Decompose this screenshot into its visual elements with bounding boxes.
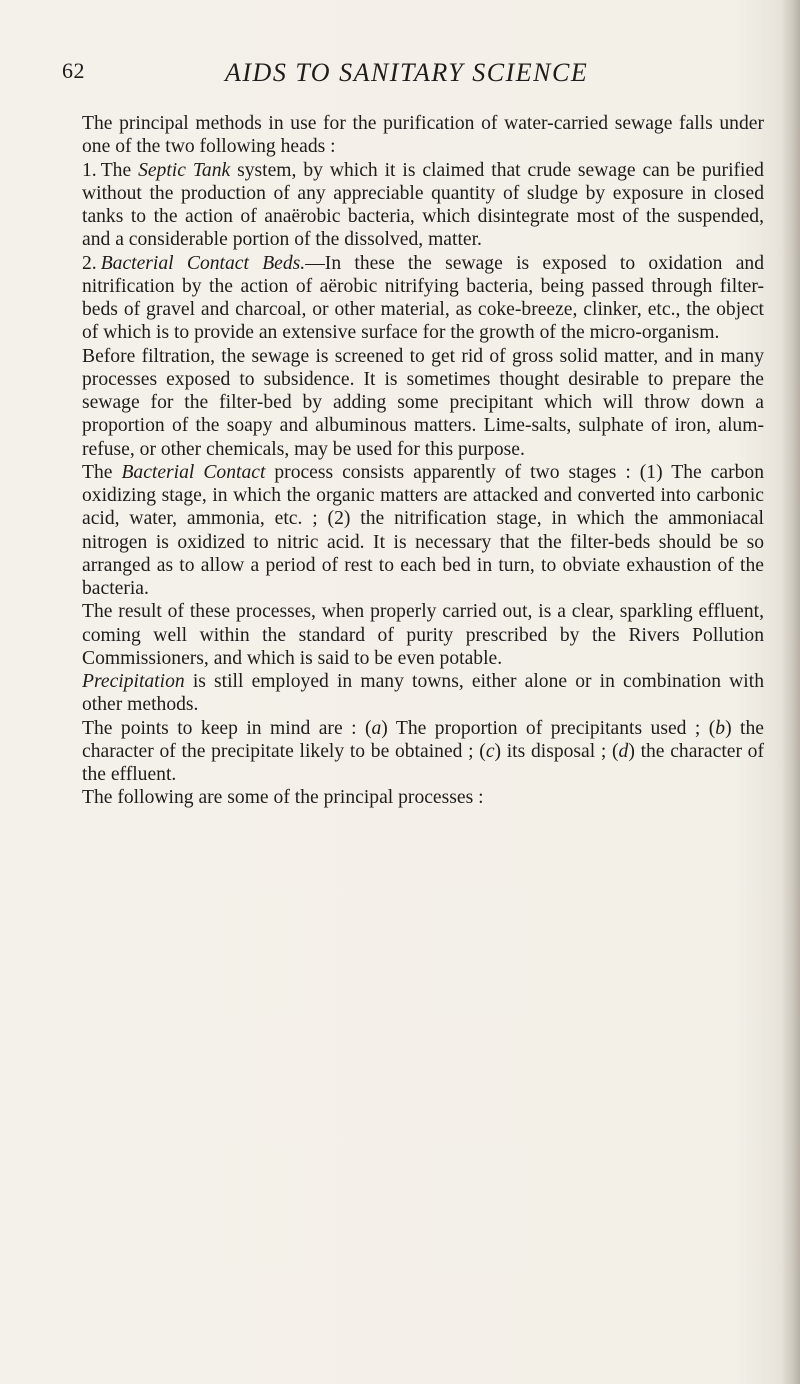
paragraph-text: The (100, 159, 139, 181)
list-number: 1. (82, 159, 97, 181)
list-number: 2. (82, 252, 97, 274)
italic-letter: a (371, 717, 382, 739)
paragraph-text: ) its disposal ; ( (494, 740, 619, 762)
italic-letter: b (715, 717, 726, 739)
paragraph-intro (82, 112, 764, 159)
paragraph-text: The result of these processes, when properly carried out, is a clear, sparkling effluent, coming well within the standard of purity prescribed by the Rivers Pollution Commissioners, and which is said to be even potable. (82, 601, 764, 669)
body-text (82, 112, 764, 810)
paragraph-points (82, 717, 764, 787)
paragraph-text: Before filtration, the sewage is screened to get rid of gross solid matter, and in many processes exposed to subsidence. It is sometimes thought desirable to prepare the sewage for the filter-bed by adding some precipitant which will throw down a proportion of the soapy and albuminous matters. Lime-salts, sulphate of iron, alum-refuse, or other chemicals, may be used for this purpose. (82, 345, 764, 460)
page-number: 62 (62, 58, 85, 83)
paragraph-text: ) The proportion of precipitants used ; ( (381, 717, 716, 739)
italic-term: Septic Tank (138, 159, 231, 181)
italic-term: Bacterial Contact (121, 461, 266, 483)
paragraph-text: The points to keep in mind are : ( (82, 717, 372, 739)
italic-term: Bacterial Contact Beds. (100, 252, 306, 274)
paragraph-text: The principal methods in use for the purification of water-carried sewage falls under one of the two following heads : (82, 113, 764, 158)
paragraph-result (82, 600, 764, 670)
paragraph-text: The following are some of the principal processes : (82, 787, 484, 809)
italic-letter: c (485, 740, 495, 762)
paragraph-text: —In these the sewage is exposed to oxidation and nitrification by the action of aërobic nitrifying bacteria, being passed through filter-beds of gravel and charcoal, or other material, as coke-breeze, clinker, etc., the object of which is to provide an extensive surface for the growth of the micro-organism. (82, 252, 764, 344)
paragraph-precipitation (82, 670, 764, 717)
paragraph-contact-process (82, 461, 764, 601)
page-edge-shadow (782, 0, 800, 1384)
paragraph-filtration (82, 345, 764, 461)
paragraph-text: system, by which it is claimed that crude sewage can be purified without the production of any appreciable quantity of sludge by exposure in closed tanks to the action of anaërobic bacteria, which disintegrate most of the suspended, and a considerable portion of the dissolved, matter. (82, 159, 764, 251)
running-title: AIDS TO SANITARY SCIENCE (225, 58, 589, 87)
italic-letter: d (618, 740, 629, 762)
paragraph-septic-tank (82, 159, 764, 252)
paragraph-text: process consists apparently of two stages : (1) The carbon oxidizing stage, in which the organic matters are attacked and converted into carbonic acid, water, ammonia, etc. ; (2) the nitrification stage, in which the ammoniacal nitrogen is oxidized to nitric acid. It is necessary that the filter-beds should be so arranged as to allow a period of rest to each bed in turn, to obviate exhaustion of the bacteria. (82, 461, 764, 599)
paragraph-text: is still employed in many towns, either alone or in combination with other methods. (82, 671, 764, 716)
italic-term: Precipitation (82, 671, 185, 692)
paragraph-contact-beds (82, 252, 764, 345)
page-header (62, 58, 762, 94)
paragraph-text: ) the character of the precipitate likely to be obtained ; ( (82, 717, 764, 762)
paragraph-text: The (82, 461, 122, 483)
paragraph-text: ) the character of the effluent. (82, 740, 764, 785)
paragraph-following (82, 786, 764, 809)
